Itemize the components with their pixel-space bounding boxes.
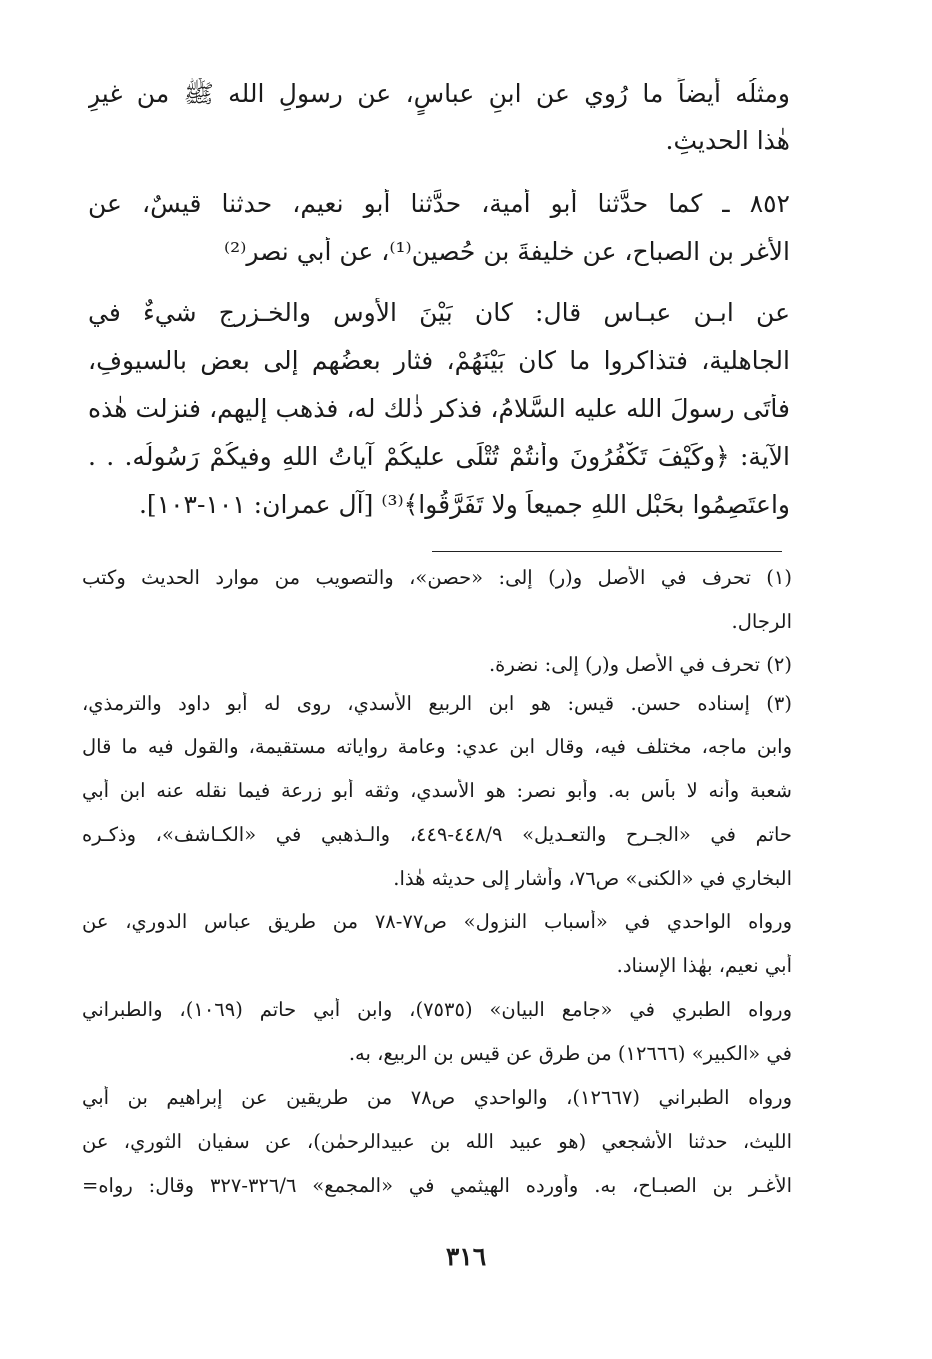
quran-verse-line: الآية: ﴿وكَيْفَ تَكْفُرُونَ وأنتُمْ تُتْلَى عليكُمْ آياتُ اللهِ وفيكُمْ رَسُولُه. . . (88, 442, 790, 471)
footnote-para: الليث، حدثنا الأشجعي (هو عبيد الله بن عبيدالرحمٰن)، عن سفيان الثوري، عن (82, 1130, 792, 1153)
footnote-3: (٣) إسناده حسن. قيس: هو ابن الربيع الأسدي، روى له أبو داود والترمذي، (82, 692, 792, 715)
main-line: ومثلُه أيضاً ما رُوي عن ابنِ عباسٍ، عن رسولِ الله ﷺ من غيرِ (88, 79, 790, 108)
footnote-para: في «الكبير» (١٢٦٦٦) من طرق عن قيس بن الربيع، به. (348, 1042, 792, 1065)
quran-verse-line: واعتَصِمُوا بحَبْلِ اللهِ جميعاً ولا تَفَرَّقُوا﴾⁽³⁾ [آل عمران: ١٠١-١٠٣]. (138, 490, 790, 519)
footnote-para: أبي نعيم، بهٰذا الإسناد. (616, 954, 792, 977)
footnote-1: الرجال. (731, 610, 792, 633)
page-number: ٣١٦ (445, 1242, 487, 1271)
footnote-separator (432, 551, 782, 552)
footnote-3: شعبة وأنه لا بأس به. وأبو نصر: هو الأسدي، وثقه أبو زرعة فيما نقله عنه ابن أبي (82, 779, 792, 802)
footnote-1: (١) تحرف في الأصل و(ر) إلى: «حصن»، والتصويب من موارد الحديث وكتب (82, 566, 792, 589)
hadith-852-line: ٨٥٢ ـ كما حدَّثنا أبو أمية، حدَّثنا أبو نعيم، حدثنا قيسٌ، عن (88, 189, 790, 218)
hadith-text-line: عن ابـنِ عبـاسٍ قال: كان بَيْنَ الأوسِ والخـزرجِ شيءٌ في (88, 298, 790, 327)
main-line: هٰذا الحديثِ. (665, 126, 790, 155)
footnote-para: الأغـر بن الصبـاح، به. وأورده الهيثمي في «المجمع» ٣٢٦/٦-٣٢٧ وقال: رواه= (82, 1174, 792, 1197)
footnote-para: ورواه الطبراني (١٢٦٦٧)، والواحدي ص٧٨ من طريقين عن إبراهيم بن أبي (82, 1086, 792, 1109)
footnote-para: ورواه الواحدي في «أسباب النزول» ص٧٧-٧٨ من طريق عباس الدوري، عن (82, 910, 792, 933)
hadith-text-line: الجاهلية، فتذاكروا ما كان بَيْنَهُمْ، فثار بعضُهم إلى بعضٍ بالسيوفِ، (88, 346, 790, 375)
footnote-3: وابن ماجه، مختلف فيه، وقال ابن عدي: وعامة رواياته مستقيمة، والقول فيه ما قال (82, 735, 792, 758)
footnote-3: البخاري في «الكنى» ص٧٦، وأشار إلى حديثه هٰذا. (393, 867, 792, 890)
footnote-para: ورواه الطبري في «جامع البيان» (٧٥٣٥)، وابن أبي حاتم (١٠٦٩)، والطبراني (82, 998, 792, 1021)
hadith-text-line: فأتَى رسولَ الله عليه السَّلامُ، فذكر ذٰلك له، فذهب إليهم، فنزلت هٰذه (88, 394, 790, 423)
footnote-3: حاتم في «الجـرح والتعـديل» ٤٤٨/٩-٤٤٩، والـذهبي في «الكـاشف»، وذكـره (82, 823, 792, 846)
footnote-2: (٢) تحرف في الأصل و(ر) إلى: نضرة. (488, 653, 792, 676)
hadith-852-line: الأغرِ بنِ الصباحِ، عن خليفةَ بنِ حُصين⁽¹⁾، عن أبي نصر⁽²⁾ (224, 237, 790, 266)
